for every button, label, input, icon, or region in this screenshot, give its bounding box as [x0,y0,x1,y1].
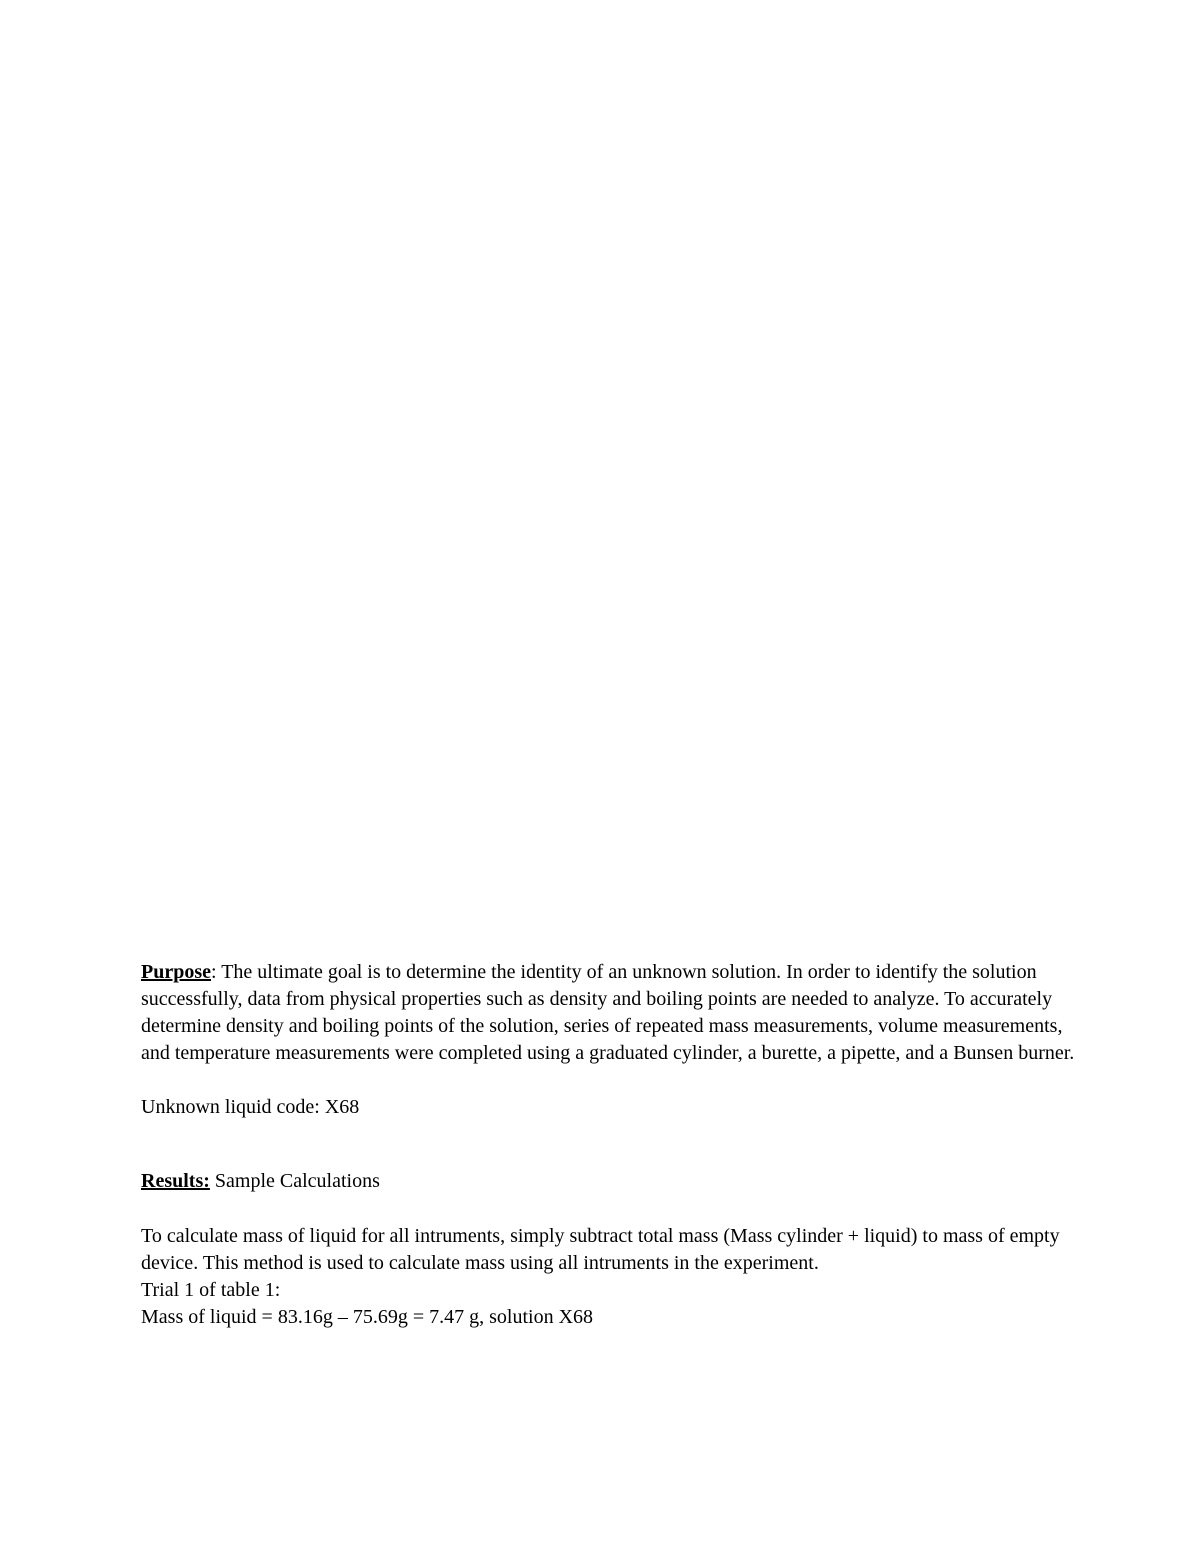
purpose-heading: Purpose [141,961,211,983]
purpose-text: The ultimate goal is to determine the identity of an unknown solution. In order to identify the solution successfully, data from physical properties such as density and boiling points are needed to analyze. To accurately determine density and boiling points of the solution, series of repeated mass measurements, volume measurements, and temperature measurements were completed using a graduated cylinder, a burette, a pipette, and a Bunsen burner. [141,961,1075,1064]
mass-equation: Mass of liquid = 83.16g – 75.69g = 7.47 g, solution X68 [141,1306,594,1328]
results-subtitle: Sample Calculations [209,1170,380,1192]
spacer [141,1067,1081,1094]
spacer [141,1195,1081,1223]
results-paragraph [141,1168,1081,1195]
document-body [141,959,1081,1331]
trial-label: Trial 1 of table 1: [141,1279,281,1301]
spacer [141,1121,1081,1168]
calculation-intro: To calculate mass of liquid for all intruments, simply subtract total mass (Mass cylinder + liquid) to mass of empty device. This method is used to calculate mass using all intruments in the experiment. [141,1225,1060,1274]
unknown-liquid-code: Unknown liquid code: X68 [141,1096,360,1118]
purpose-separator: : [211,961,217,983]
results-heading: Results: [141,1170,210,1192]
purpose-paragraph [141,959,1081,1067]
